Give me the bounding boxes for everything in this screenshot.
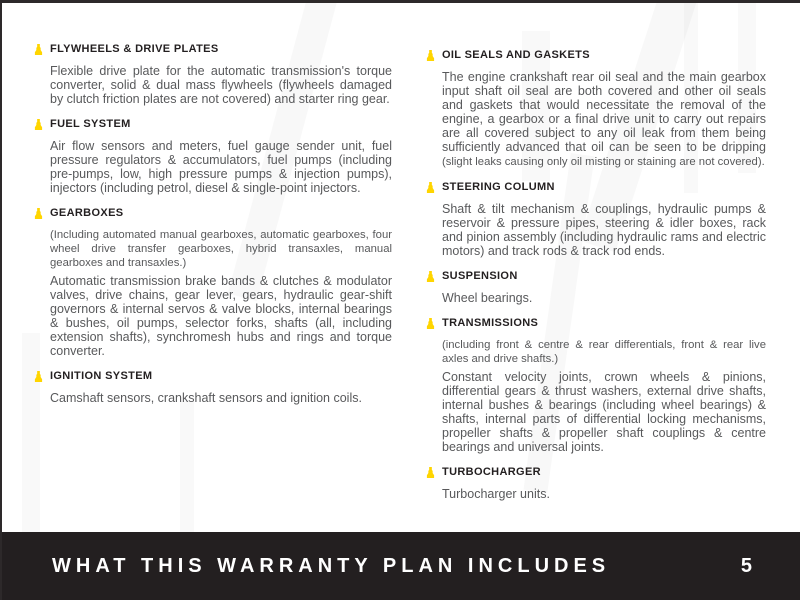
footer-bar <box>2 532 800 600</box>
section-ignition-system <box>33 370 392 405</box>
section-body: Air flow sensors and meters, fuel gauge sender unit, fuel pressure regulators & accumulators, fuel pumps (including pre-pumps, low, high pressure pumps & injection pumps), injectors (including petrol, diesel & single-point injectors. <box>50 139 392 195</box>
section-title: TURBOCHARGER <box>442 466 541 478</box>
section-flywheels-drive-plates <box>33 43 392 106</box>
section-content <box>50 370 392 405</box>
section-oil-seals-gaskets <box>425 49 766 169</box>
spark-plug-icon <box>425 181 442 258</box>
section-content <box>442 270 766 305</box>
section-body: Camshaft sensors, crankshaft sensors and ignition coils. <box>50 391 362 405</box>
section-title: STEERING COLUMN <box>442 181 555 193</box>
section-body: Flexible drive plate for the automatic transmission's torque converter, solid & dual mass flywheels (flywheels damaged by clutch friction plates are not covered) and starter ring gear. <box>50 64 392 106</box>
section-fuel-system <box>33 118 392 195</box>
section-content <box>442 49 766 169</box>
section-suspension <box>425 270 766 305</box>
section-body: Turbocharger units. <box>442 487 550 501</box>
spark-plug-icon <box>33 207 50 358</box>
section-body <box>442 70 766 169</box>
section-content <box>50 43 392 106</box>
section-content <box>442 466 766 501</box>
section-title: OIL SEALS AND GASKETS <box>442 49 590 61</box>
section-title: IGNITION SYSTEM <box>50 370 153 382</box>
footer-title: WHAT THIS WARRANTY PLAN INCLUDES <box>52 554 611 577</box>
section-gearboxes <box>33 207 392 358</box>
spark-plug-icon <box>425 270 442 305</box>
spark-plug-icon <box>425 317 442 454</box>
section-content <box>50 118 392 195</box>
section-content <box>50 207 392 358</box>
section-content <box>442 181 766 258</box>
section-title: SUSPENSION <box>442 270 518 282</box>
section-body: Wheel bearings. <box>442 291 533 305</box>
section-title: GEARBOXES <box>50 207 124 219</box>
section-note: (including front & centre & rear differentials, front & rear live axles and drive shafts.) <box>442 339 766 365</box>
section-title: FUEL SYSTEM <box>50 118 131 130</box>
spark-plug-icon <box>33 118 50 195</box>
section-body: Shaft & tilt mechanism & couplings, hydraulic pumps & reservoir & pressure pipes, steering & idler boxes, rack and pinion assembly (including hydraulic rams and electric motors) and track rods & track rod ends. <box>442 202 766 258</box>
section-title: TRANSMISSIONS <box>442 317 539 329</box>
spark-plug-icon <box>425 466 442 501</box>
right-column <box>425 49 766 513</box>
page-number: 5 <box>740 554 752 577</box>
section-steering-column <box>425 181 766 258</box>
section-turbocharger <box>425 466 766 501</box>
spark-plug-icon <box>33 43 50 106</box>
spark-plug-icon <box>425 49 442 169</box>
left-column <box>33 43 392 417</box>
section-content <box>442 317 766 454</box>
section-body: Constant velocity joints, crown wheels & pinions, differential gears & thrust washers, external drive shafts, internal bushes & bearings (including wheel bearings) & shafts, internal parts of differential locking mechanisms, propeller shafts & propeller shaft couplings & centre bearings and universal joints. <box>442 370 766 454</box>
background-band <box>180 401 194 535</box>
section-title: FLYWHEELS & DRIVE PLATES <box>50 43 219 55</box>
section-small-note: (slight leaks causing only oil misting or staining are not covered). <box>442 156 765 168</box>
section-note: (Including automated manual gearboxes, automatic gearboxes, four wheel drive transfer gearboxes, hybrid transaxles, manual gearboxes and transaxles.) <box>50 229 392 269</box>
spark-plug-icon <box>33 370 50 405</box>
section-transmissions <box>425 317 766 454</box>
section-body-text: The engine crankshaft rear oil seal and the main gearbox input shaft oil seal are both covered and other oil seals and gaskets that would necessitate the removal of the engine, a gearbox or a final drive unit to carry out repairs are all covered subject to any oil leak from them being sufficiently advanced that oil can be seen to be dripping <box>442 70 766 154</box>
section-body: Automatic transmission brake bands & clutches & modulator valves, drive chains, gear lever, gears, hydraulic gear-shift governors & internal servos & valve blocks, internal bearings & bushes, oil pumps, selector forks, shafts (all, including extension shafts), synchromesh hubs and rings and torque converter. <box>50 274 392 358</box>
